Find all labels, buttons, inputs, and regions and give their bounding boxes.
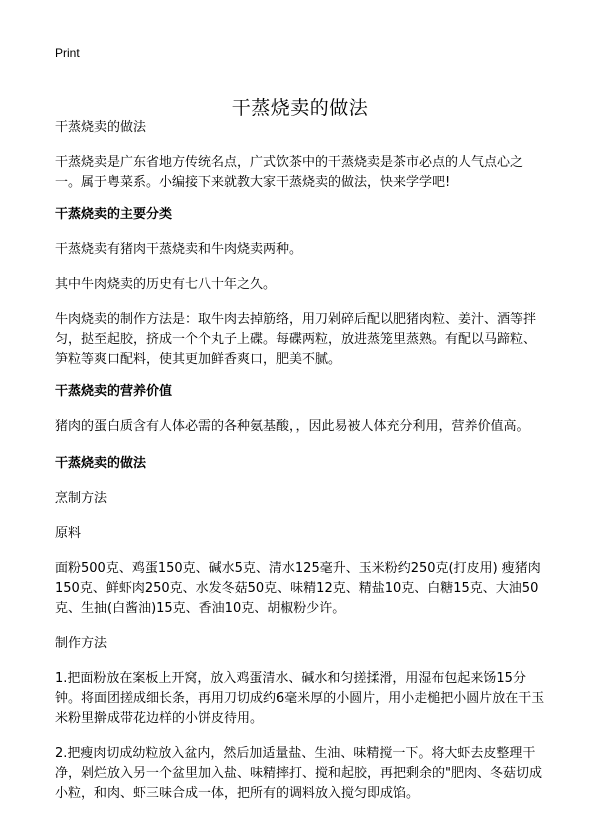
types-paragraph-2: 其中牛肉烧卖的历史有七八十年之久。 bbox=[55, 277, 277, 292]
intro-heading: 干蒸烧卖的做法 bbox=[55, 120, 147, 135]
nutrition-heading: 干蒸烧卖的营养价值 bbox=[55, 384, 173, 399]
page-title: 干蒸烧卖的做法 bbox=[231, 96, 369, 119]
intro-paragraph: 干蒸烧卖是广东省地方传统名点，广式饮茶中的干蒸烧卖是茶市必点的人气点心之一。属于粤菜系。小编接下来就教大家干蒸烧卖的做法，快来学学吧! bbox=[55, 155, 524, 190]
ingredients-label: 原料 bbox=[55, 526, 82, 541]
article-body bbox=[55, 118, 548, 804]
types-heading: 干蒸烧卖的主要分类 bbox=[55, 207, 173, 222]
types-paragraph-1: 干蒸烧卖有猪肉干蒸烧卖和牛肉烧卖两种。 bbox=[55, 242, 303, 257]
step-2: 2.把瘦肉切成幼粒放入盆内，然后加适量盐、生油、味精搅一下。将大虾去皮整理干净，剁烂放入另一个盆里加入盐、味精摔打、搅和起胶，再把剩余的"肥肉、冬菇切成小粒，和肉、虾三味合成一体，把所有的调料放入搅匀即成馅。 bbox=[55, 746, 542, 801]
nutrition-paragraph: 猪肉的蛋白质含有人体必需的各种氨基酸，，因此易被人体充分利用，营养价值高。 bbox=[55, 419, 530, 434]
cooking-label: 烹制方法 bbox=[55, 491, 108, 506]
types-paragraph-3: 牛肉烧卖的制作方法是：取牛肉去掉筋络，用刀剁碎后配以肥猪肉粒、姜汁、酒等拌匀，挞至起胶，挤成一个个丸子上碟。每碟两粒，放进蒸笼里蒸熟。有配以马蹄粒、笋粒等爽口配料，使其更加鲜香爽口，肥美不腻。 bbox=[55, 312, 537, 367]
step-1: 1.把面粉放在案板上开窝，放入鸡蛋清水、碱水和匀搓揉滑，用湿布包起来饧15分钟。将面团搓成细长条，再用刀切成约6毫米厚的小圆片，用小走槌把小圆片放在干玉米粉里擀成带花边样的小饼皮待用。 bbox=[55, 671, 545, 726]
steps-label: 制作方法 bbox=[55, 636, 108, 651]
print-link[interactable]: Print bbox=[55, 46, 80, 60]
ingredients-paragraph: 面粉500克、鸡蛋150克、碱水5克、清水125毫升、玉米粉约250克(打皮用) 瘦猪肉150克、鲜虾肉250克、水发冬菇50克、味精12克、精盐10克、白糖15克、大油50克、生抽(白酱油)15克、香油10克、胡椒粉少许。 bbox=[55, 561, 541, 616]
method-heading: 干蒸烧卖的做法 bbox=[55, 456, 147, 471]
